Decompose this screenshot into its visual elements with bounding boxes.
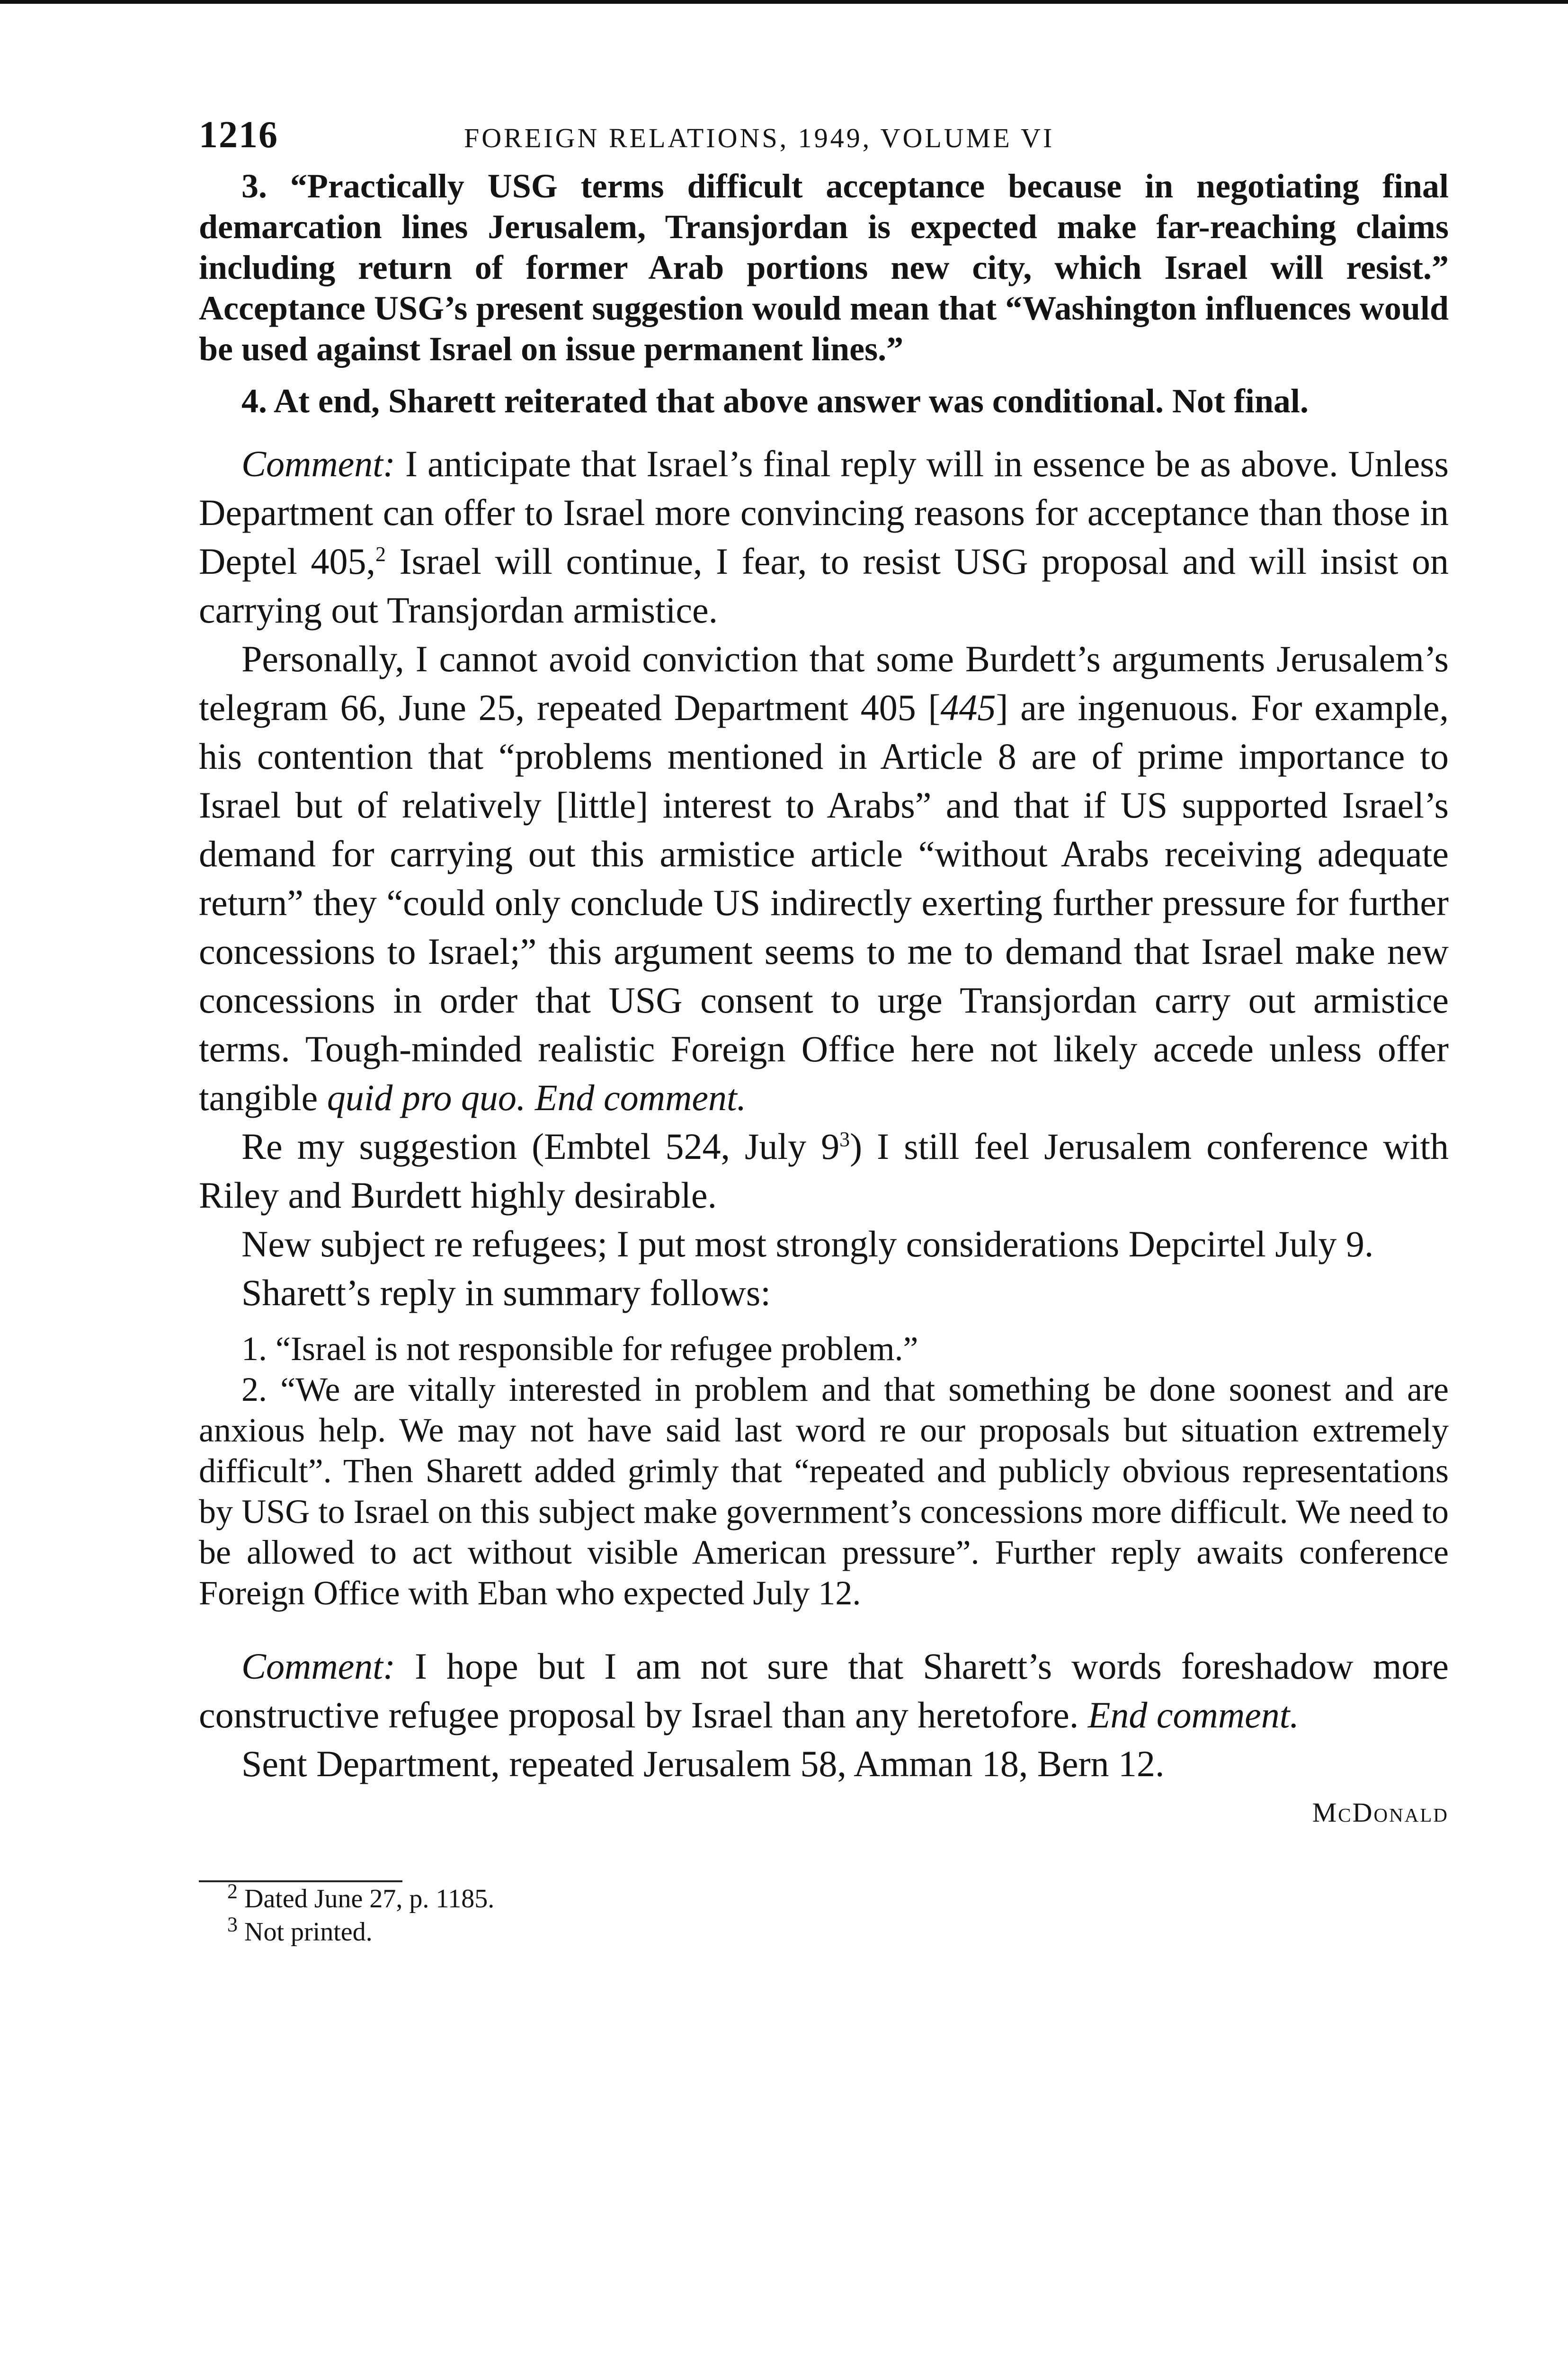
personally-text: Personally, I cannot avoid conviction that some Burdett’s arguments Jerusalem’s telegram 66, June 25, repeated Department 405 [ (199, 638, 1449, 728)
suggestion-text: Re my suggestion (Embtel 524, July 9 (241, 1126, 840, 1167)
running-title: FOREIGN RELATIONS, 1949, VOLUME VI (464, 123, 1055, 153)
reply-item-2: 2. “We are vitally interested in problem and that something be done soonest and are anxious help. We may not have said last word re our proposals but situation extremely difficult”. Then Sharett added grimly that “repeated and publicly obvious representations by USG to Israel on this subject make government’s concessions more difficult. We need to be allowed to act without visible American pressure”. Further reply awaits conference Foreign Office with Eban who expected July 12. (199, 1370, 1449, 1612)
comment-2-text: I hope but I am not sure that Sharett’s words foreshadow more constructive refugee proposal by Israel than any heretofore. (199, 1646, 1449, 1735)
footnote-mark: 3 (227, 1913, 238, 1936)
footnote-ref-2: 2 (375, 543, 386, 566)
telegram-number-italic: 445 (940, 687, 996, 728)
footnote-mark: 2 (227, 1879, 238, 1903)
footnote-text: Not printed. (244, 1917, 373, 1947)
document-page (199, 109, 1449, 1949)
top-edge-rule (0, 0, 1568, 4)
quid-pro-quo-end-comment: quid pro quo. End comment. (327, 1077, 747, 1118)
footnote-ref-3: 3 (839, 1128, 850, 1151)
page-number: 1216 (199, 114, 278, 156)
suggestion-paragraph (199, 1122, 1449, 1219)
comment-text-cont: Israel will continue, I fear, to resist USG proposal and will insist on carrying out Transjordan armistice. (199, 541, 1449, 631)
footnote-2 (199, 1879, 1449, 1915)
footnote-3 (199, 1915, 1449, 1949)
personally-text-cont: ] are ingenuous. For example, his contention that “problems mentioned in Article 8 are of prime importance to Israel but of relatively [little] interest to Arabs” and that if US supported Israel’s demand for carrying out this armistice article “without Arabs receiving adequate return” they “could only conclude US indirectly exerting further pressure for further concessions to Israel;” this argument seems to me to demand that Israel make new concessions in order that USG consent to urge Transjordan carry out armistice terms. Tough-minded realistic Foreign Office here not likely accede unless offer tangible (199, 687, 1449, 1118)
sent-line: Sent Department, repeated Jerusalem 58, Amman 18, Bern 12. (241, 1743, 1165, 1784)
comment-text: I anticipate that Israel’s final reply will in essence be as above. Unless Department can offer to Israel more convincing reasons for acceptance than those in Deptel 405, (199, 443, 1449, 582)
page-header (199, 109, 1449, 166)
reply-item-1: 1. “Israel is not responsible for refugee problem.” (241, 1330, 918, 1368)
comment-paragraph-2 (199, 1642, 1449, 1739)
paragraph-point-3: 3. “Practically USG terms difficult acceptance because in negotiating final demarcation lines Jerusalem, Transjordan is expected make far-reaching claims including return of former Arab portions new city, which Israel will resist.” Acceptance USG’s present suggestion would mean that “Washington influences would be used against Israel on issue permanent lines.” (199, 167, 1449, 368)
comment-label-2: Comment: (241, 1646, 395, 1687)
sharett-reply-intro: Sharett’s reply in summary follows: (241, 1272, 771, 1313)
signature: McDonald (1312, 1797, 1449, 1828)
suggestion-text-cont: ) I still feel Jerusalem conference with Riley and Burdett highly desirable. (199, 1126, 1449, 1216)
end-comment-italic: End comment. (1087, 1694, 1299, 1735)
new-subject-paragraph: New subject re refugees; I put most strongly considerations Depcirtel July 9. (241, 1223, 1374, 1264)
paragraph-point-4: 4. At end, Sharett reiterated that above answer was conditional. Not final. (241, 382, 1309, 420)
personally-paragraph (199, 634, 1449, 1122)
footnote-text: Dated June 27, p. 1185. (244, 1884, 495, 1913)
comment-label: Comment: (241, 443, 395, 484)
comment-paragraph-1 (199, 439, 1449, 634)
